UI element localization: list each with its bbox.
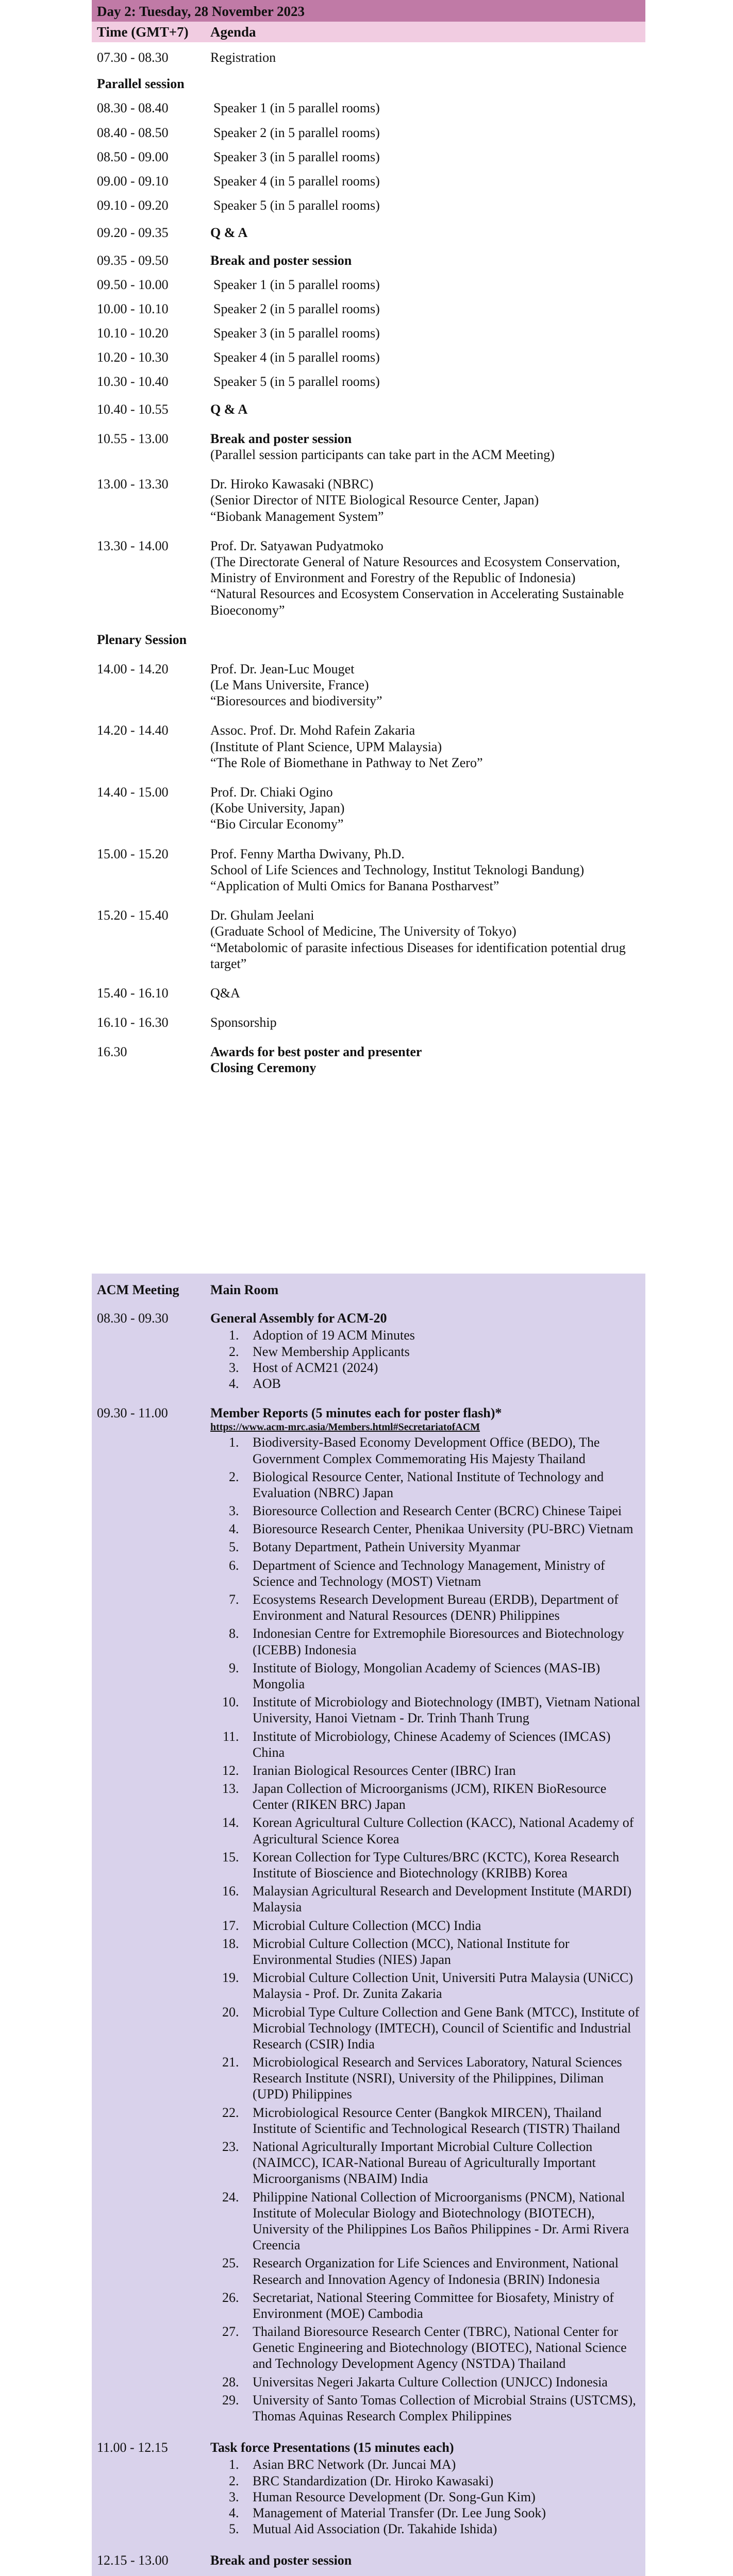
row-text: Break and poster session <box>210 2553 352 2568</box>
list-item: 3. Bioresource Collection and Research Center (BCRC) Chinese Taipei <box>242 1503 640 1519</box>
talk-line: Prof. Dr. Jean-Luc Mouget <box>210 661 355 676</box>
list-item: 1. Adoption of 19 ACM Minutes <box>242 1327 640 1343</box>
list-item: 9. Institute of Biology, Mongolian Academy of Sciences (MAS-IB) Mongolia <box>242 1660 640 1692</box>
talk-details <box>210 907 645 972</box>
row-time: 10.40 - 10.55 <box>97 401 169 417</box>
row-time: 09.50 - 10.00 <box>97 277 169 292</box>
speaker-row <box>92 96 645 120</box>
break-subtitle: (Parallel session participants can take part in the ACM Meeting) <box>210 447 555 462</box>
row-time: 15.20 - 15.40 <box>97 908 169 923</box>
qa-row-3 <box>92 976 645 1005</box>
talks-block-1 <box>92 467 645 622</box>
talk-details <box>210 538 645 618</box>
list-item: 15. Korean Collection for Type Cultures/BRC (KCTC), Korea Research Institute of Bioscience and Biotechnology (KRIBB) Korea <box>242 1849 640 1881</box>
row-time: 08.30 - 08.40 <box>97 100 169 116</box>
speaker-row <box>92 121 645 145</box>
row-text: Speaker 3 (in 5 parallel rooms) <box>213 326 380 341</box>
row-text: Speaker 1 (in 5 parallel rooms) <box>213 277 380 292</box>
speaker-row <box>92 345 645 369</box>
row-time: 16.30 <box>97 1044 127 1060</box>
general-assembly-list <box>210 1327 640 1392</box>
sponsorship-row <box>92 1005 645 1035</box>
row-time: 08.30 - 09.30 <box>97 1311 169 1326</box>
row-time: 09.35 - 09.50 <box>97 252 169 268</box>
row-time: 11.00 - 12.15 <box>97 2440 168 2455</box>
row-time: 13.00 - 13.30 <box>97 477 169 492</box>
list-item: 21. Microbiological Research and Services Laboratory, Natural Sciences Research Institute (NSRI), University of the Philippines, Diliman (UPD) Philippines <box>242 2054 640 2103</box>
row-time: 10.10 - 10.20 <box>97 326 169 341</box>
member-reports-row <box>92 1396 645 2430</box>
row-time: 07.30 - 08.30 <box>97 50 169 65</box>
speaker-row <box>92 369 645 394</box>
registration-row <box>92 42 645 70</box>
talk-row <box>92 529 645 622</box>
talk-line: Dr. Ghulam Jeelani <box>210 908 314 923</box>
parallel-session-2 <box>92 273 645 394</box>
talk-row <box>92 775 645 837</box>
speaker-row <box>92 297 645 321</box>
talk-line: (Le Mans Universite, France) <box>210 677 369 693</box>
parallel-session-label: Parallel session <box>97 76 185 92</box>
talks-block-2 <box>92 652 645 976</box>
member-reports-list <box>210 1434 640 2424</box>
task-force-title: Task force Presentations (15 minutes each) <box>210 2440 454 2455</box>
acm-header-row <box>92 1274 645 1306</box>
list-item: 3. Human Resource Development (Dr. Song-Gun Kim) <box>242 2489 640 2505</box>
talk-details <box>210 661 645 709</box>
talk-details <box>210 846 645 894</box>
talk-row <box>92 837 645 899</box>
row-text: Sponsorship <box>210 1015 277 1030</box>
acm-meeting-label: ACM Meeting <box>97 1282 179 1297</box>
talk-line: Assoc. Prof. Dr. Mohd Rafein Zakaria <box>210 723 415 738</box>
row-text: Q & A <box>210 401 248 417</box>
qa-row-1 <box>92 217 645 245</box>
row-time: 08.50 - 09.00 <box>97 149 169 164</box>
speaker-row <box>92 193 645 217</box>
talk-line: (The Directorate General of Nature Resources and Ecosystem Conservation, Ministry of Environment and Forestry of the Republic of Indonesia) <box>210 554 620 586</box>
task-force-row <box>92 2430 645 2541</box>
day-header: Day 2: Tuesday, 28 November 2023 <box>92 0 645 22</box>
list-item: 28. Universitas Negeri Jakarta Culture Collection (UNJCC) Indonesia <box>242 2374 640 2390</box>
row-time: 10.30 - 10.40 <box>97 374 169 389</box>
row-text <box>210 431 645 463</box>
row-time: 09.10 - 09.20 <box>97 198 169 213</box>
list-item: 5. Mutual Aid Association (Dr. Takahide Ishida) <box>242 2521 640 2537</box>
row-time: 09.20 - 09.35 <box>97 225 169 241</box>
speaker-row <box>92 145 645 169</box>
talk-row <box>92 652 645 714</box>
list-item: 18. Microbial Culture Collection (MCC), National Institute for Environmental Studies (NIES) Japan <box>242 1936 640 1968</box>
list-item: 2. BRC Standardization (Dr. Hiroko Kawasaki) <box>242 2473 640 2489</box>
row-time: 12.15 - 13.00 <box>97 2553 169 2568</box>
main-room-label: Main Room <box>210 1282 279 1297</box>
row-text: Q & A <box>210 225 248 241</box>
talk-line: “Bio Circular Economy” <box>210 817 344 832</box>
list-item: 14. Korean Agricultural Culture Collection (KACC), National Academy of Agricultural Science Korea <box>242 1815 640 1846</box>
talk-row <box>92 467 645 529</box>
talk-line: Prof. Dr. Satyawan Pudyatmoko <box>210 538 384 553</box>
general-assembly-row <box>92 1306 645 1396</box>
talk-line: “The Role of Biomethane in Pathway to Net Zero” <box>210 755 483 770</box>
list-item: 3. Host of ACM21 (2024) <box>242 1360 640 1376</box>
acm-meeting-block <box>92 1274 645 2576</box>
row-time: 09.30 - 11.00 <box>97 1405 168 1421</box>
list-item: 23. National Agriculturally Important Microbial Culture Collection (NAIMCC), ICAR-National Bureau of Agriculturally Important Microorganisms (NBAIM) India <box>242 2139 640 2187</box>
row-time: 14.40 - 15.00 <box>97 785 169 800</box>
list-item: 10. Institute of Microbiology and Biotechnology (IMBT), Vietnam National University, Hanoi Vietnam - Dr. Trinh Thanh Trung <box>242 1694 640 1726</box>
row-text: Speaker 2 (in 5 parallel rooms) <box>213 125 380 140</box>
row-time: 09.00 - 09.10 <box>97 173 169 189</box>
list-item: 25. Research Organization for Life Sciences and Environment, National Research and Innovation Agency of Indonesia (BRIN) Indonesia <box>242 2255 640 2287</box>
talk-line: Dr. Hiroko Kawasaki (NBRC) <box>210 477 374 492</box>
row-time: 14.20 - 14.40 <box>97 723 169 738</box>
row-time: 14.00 - 14.20 <box>97 661 169 676</box>
list-item: 29. University of Santo Tomas Collection of Microbial Strains (USTCMS), Thomas Aquinas Research Complex Philippines <box>242 2392 640 2424</box>
talk-row <box>92 898 645 976</box>
row-text: Speaker 1 (in 5 parallel rooms) <box>213 100 380 116</box>
row-text: Speaker 3 (in 5 parallel rooms) <box>213 149 380 164</box>
talk-line: School of Life Sciences and Technology, Institut Teknologi Bandung) <box>210 862 585 877</box>
list-item: 4. Bioresource Research Center, Phenikaa University (PU-BRC) Vietnam <box>242 1521 640 1537</box>
talk-line: (Institute of Plant Science, UPM Malaysia) <box>210 739 442 754</box>
row-text: Speaker 5 (in 5 parallel rooms) <box>213 374 380 389</box>
row-text: Break and poster session <box>210 252 352 268</box>
row-time: 15.00 - 15.20 <box>97 846 169 861</box>
general-assembly-title: General Assembly for ACM-20 <box>210 1311 387 1326</box>
member-reports-title: Member Reports (5 minutes each for poster flash)* <box>210 1405 502 1421</box>
members-url-link[interactable]: https://www.acm-mrc.asia/Members.html#SecretariatofACM <box>210 1421 480 1433</box>
break-row-2 <box>92 421 645 467</box>
agenda-column-header: Agenda <box>210 24 256 40</box>
talk-line: “Bioresources and biodiversity” <box>210 693 382 709</box>
talk-details <box>210 722 645 771</box>
closing-row <box>92 1035 645 1080</box>
break-title: Break and poster session <box>210 431 352 446</box>
row-time: 13.30 - 14.00 <box>97 538 169 553</box>
talk-line: “Natural Resources and Ecosystem Conservation in Accelerating Sustainable Bioeconomy” <box>210 586 624 618</box>
talk-line: (Graduate School of Medicine, The University of Tokyo) <box>210 924 517 939</box>
row-text <box>210 1310 645 1392</box>
row-time: 10.20 - 10.30 <box>97 350 169 365</box>
time-column-header: Time (GMT+7) <box>97 24 189 40</box>
talk-line: (Kobe University, Japan) <box>210 801 345 816</box>
talk-details <box>210 476 645 524</box>
speaker-row <box>92 321 645 345</box>
column-header-row <box>92 22 645 42</box>
list-item: 22. Microbiological Resource Center (Bangkok MIRCEN), Thailand Institute of Scientific and Technological Research (TISTR) Thailand <box>242 2105 640 2137</box>
list-item: 4. Management of Material Transfer (Dr. Lee Jung Sook) <box>242 2505 640 2521</box>
plenary-session-label: Plenary Session <box>97 632 187 647</box>
list-item: 17. Microbial Culture Collection (MCC) India <box>242 1918 640 1934</box>
talk-line: “Metabolomic of parasite infectious Diseases for identification potential drug target” <box>210 940 626 971</box>
list-item: 1. Biodiversity-Based Economy Development Office (BEDO), The Government Complex Commemorating His Majesty Thailand <box>242 1434 640 1466</box>
list-item: 8. Indonesian Centre for Extremophile Bioresources and Biotechnology (ICEBB) Indonesia <box>242 1625 640 1657</box>
row-text <box>210 1044 645 1076</box>
parallel-session-1 <box>92 96 645 217</box>
row-time: 10.00 - 10.10 <box>97 301 169 316</box>
list-item: 6. Department of Science and Technology Management, Ministry of Science and Technology (MOST) Vietnam <box>242 1557 640 1589</box>
list-item: 2. Biological Resource Center, National Institute of Technology and Evaluation (NBRC) Japan <box>242 1469 640 1501</box>
talk-line: “Biobank Management System” <box>210 509 384 524</box>
row-time: 16.10 - 16.30 <box>97 1015 169 1030</box>
row-text: Q&A <box>210 985 240 1001</box>
row-time: 10.55 - 13.00 <box>97 431 169 446</box>
row-text: Speaker 4 (in 5 parallel rooms) <box>213 173 380 189</box>
list-item: 1. Asian BRC Network (Dr. Juncai MA) <box>242 2456 640 2472</box>
list-item: 19. Microbial Culture Collection Unit, Universiti Putra Malaysia (UNiCC) Malaysia - Prof. Dr. Zunita Zakaria <box>242 1970 640 2002</box>
awards-line: Awards for best poster and presenter <box>210 1044 422 1060</box>
talk-line: “Application of Multi Omics for Banana Postharvest” <box>210 878 499 893</box>
speaker-row <box>92 169 645 193</box>
row-text: Registration <box>210 50 276 65</box>
agenda-table <box>92 0 645 1080</box>
row-text <box>210 1405 645 2426</box>
list-item: 24. Philippine National Collection of Microorganisms (PNCM), National Institute of Molecular Biology and Biotechnology (BIOTECH), University of the Philippines Los Baños Philippines - Dr. Armi Rivera Creencia <box>242 2189 640 2253</box>
list-item: 26. Secretariat, National Steering Committee for Biosafety, Ministry of Environment (MOE) Cambodia <box>242 2290 640 2321</box>
row-text: Speaker 5 (in 5 parallel rooms) <box>213 198 380 213</box>
task-force-list <box>210 2456 640 2537</box>
list-item: 5. Botany Department, Pathein University Myanmar <box>242 1539 640 1555</box>
acm-break-row <box>92 2541 645 2572</box>
talk-line: Prof. Dr. Chiaki Ogino <box>210 785 333 800</box>
talk-details <box>210 784 645 833</box>
speaker-row <box>92 273 645 297</box>
list-item: 7. Ecosystems Research Development Bureau (ERDB), Department of Environment and Natural Resources (DENR) Philippines <box>242 1591 640 1623</box>
row-text: Speaker 2 (in 5 parallel rooms) <box>213 301 380 316</box>
talk-line: (Senior Director of NITE Biological Resource Center, Japan) <box>210 493 539 508</box>
list-item: 16. Malaysian Agricultural Research and Development Institute (MARDI) Malaysia <box>242 1883 640 1915</box>
list-item: 4. AOB <box>242 1376 640 1392</box>
list-item: 11. Institute of Microbiology, Chinese Academy of Sciences (IMCAS) China <box>242 1728 640 1760</box>
row-time: 08.40 - 08.50 <box>97 125 169 140</box>
talk-row <box>92 713 645 775</box>
qa-row-2 <box>92 394 645 421</box>
list-item: 2. New Membership Applicants <box>242 1344 640 1360</box>
row-text <box>210 2439 645 2537</box>
row-text: Speaker 4 (in 5 parallel rooms) <box>213 350 380 365</box>
talk-line: Prof. Fenny Martha Dwivany, Ph.D. <box>210 846 405 861</box>
break-row-1 <box>92 245 645 273</box>
row-time: 15.40 - 16.10 <box>97 985 169 1001</box>
list-item: 20. Microbial Type Culture Collection and Gene Bank (MTCC), Institute of Microbial Technology (IMTECH), Council of Scientific and Industrial Research (CSIR) India <box>242 2004 640 2053</box>
closing-ceremony-line: Closing Ceremony <box>210 1060 316 1076</box>
list-item: 12. Iranian Biological Resources Center (IBRC) Iran <box>242 1762 640 1778</box>
list-item: 27. Thailand Bioresource Research Center (TBRC), National Center for Genetic Engineering and Biotechnology (BIOTEC), National Science and Technology Development Agency (NSTDA) Thailand <box>242 2324 640 2372</box>
list-item: 13. Japan Collection of Microorganisms (JCM), RIKEN BioResource Center (RIKEN BRC) Japan <box>242 1781 640 1812</box>
